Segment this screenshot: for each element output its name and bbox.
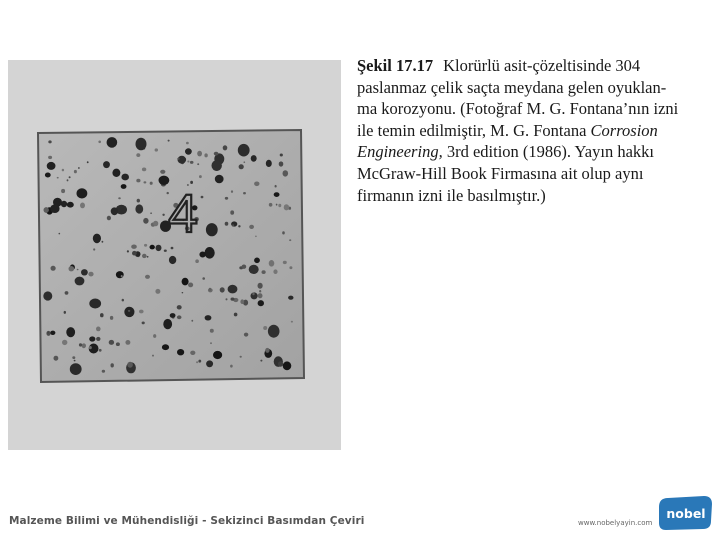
- figure-caption: [357, 55, 687, 206]
- corrosion-pit: [265, 348, 269, 353]
- corrosion-pit: [234, 313, 238, 317]
- figure-label: Şekil 17.17: [357, 56, 434, 75]
- corrosion-pit: [67, 179, 69, 181]
- corrosion-pit: [121, 184, 127, 189]
- corrosion-pit: [177, 305, 182, 309]
- corrosion-pit: [258, 293, 263, 298]
- corrosion-pit: [225, 222, 229, 226]
- corrosion-pit: [45, 173, 51, 178]
- corrosion-pit: [80, 203, 85, 209]
- plate-number: 4: [168, 184, 199, 244]
- corrosion-pit: [249, 225, 254, 229]
- corrosion-pit: [228, 285, 238, 294]
- corrosion-pit: [231, 298, 235, 301]
- corrosion-pit: [206, 360, 213, 367]
- corrosion-pit: [213, 351, 222, 359]
- corrosion-pit: [121, 174, 129, 181]
- corrosion-pit: [150, 182, 153, 185]
- corrosion-pit: [136, 153, 140, 157]
- corrosion-pit: [205, 315, 212, 320]
- corrosion-pit: [259, 290, 261, 293]
- corrosion-pit: [142, 254, 147, 258]
- corrosion-pit: [81, 269, 88, 275]
- corrosion-pit: [231, 221, 237, 226]
- corrosion-pit: [103, 161, 110, 168]
- corrosion-pit: [110, 316, 113, 320]
- corrosion-pit: [131, 245, 137, 249]
- corrosion-pit: [199, 252, 205, 258]
- corrosion-pit: [112, 169, 120, 177]
- caption-line-2: paslanmaz çelik saçta meydana gelen oyuklan-: [357, 77, 667, 97]
- corrosion-pit: [190, 351, 195, 355]
- corrosion-pit: [69, 266, 75, 271]
- corrosion-pit: [156, 245, 162, 251]
- corrosion-pit: [116, 271, 124, 278]
- corrosion-pit: [96, 337, 100, 341]
- caption-line-3: ma korozyonu. (Fotoğraf M. G. Fontana’nın izni: [357, 99, 679, 119]
- corrosion-pit: [150, 212, 152, 214]
- corrosion-pit: [121, 275, 123, 277]
- corrosion-pit: [230, 365, 233, 368]
- corrosion-pit: [269, 260, 275, 267]
- corrosion-pit: [283, 170, 289, 176]
- corrosion-pit: [268, 325, 280, 338]
- corrosion-pit: [240, 299, 244, 304]
- corrosion-pit: [72, 356, 75, 359]
- corrosion-pit: [150, 245, 155, 250]
- corrosion-pit: [220, 287, 225, 292]
- corrosion-pit: [78, 167, 80, 169]
- corrosion-pit: [139, 310, 144, 314]
- corrosion-pit: [88, 272, 93, 277]
- corrosion-pit: [258, 300, 264, 306]
- corrosion-pit: [102, 241, 104, 243]
- corrosion-pit: [61, 189, 65, 193]
- corrosion-pit: [204, 153, 207, 157]
- corrosion-pit: [62, 340, 67, 345]
- corrosion-pit: [195, 259, 199, 263]
- corrosion-pit: [254, 258, 260, 264]
- corrosion-pit: [210, 342, 212, 344]
- caption-line-1: Klorürlü asit-çözeltisinde 304: [443, 56, 641, 75]
- corrosion-pit: [75, 277, 85, 286]
- corrosion-pit: [59, 233, 61, 235]
- corrosion-pit: [50, 204, 59, 213]
- corrosion-pit: [64, 311, 66, 314]
- corrosion-pit: [190, 161, 194, 164]
- corrosion-pit: [162, 344, 169, 350]
- corrosion-pit: [223, 145, 228, 150]
- corrosion-pit: [127, 250, 129, 252]
- corrosion-pit: [67, 202, 74, 208]
- corrosion-pit: [155, 289, 160, 294]
- corrosion-pit: [289, 239, 291, 241]
- corrosion-pit: [244, 333, 248, 337]
- corrosion-pit: [273, 269, 277, 274]
- corrosion-pit: [136, 138, 147, 151]
- corrosion-pit: [186, 142, 189, 145]
- corrosion-pit: [187, 161, 189, 163]
- corrosion-pit: [144, 181, 147, 183]
- corrosion-pit: [168, 140, 170, 142]
- corrosion-pit: [79, 343, 82, 346]
- corrosion-pit: [182, 292, 184, 293]
- corrosion-pit: [239, 164, 244, 169]
- corrosion-pit: [244, 162, 246, 163]
- corrosion-pit: [111, 207, 118, 215]
- publisher-url[interactable]: www.nobelyayin.com: [578, 519, 653, 527]
- corrosion-pit: [251, 155, 257, 162]
- corrosion-pit: [230, 210, 234, 214]
- corrosion-pit: [54, 356, 59, 361]
- caption-line-4b: Corrosion: [590, 120, 658, 140]
- caption-line-4a: ile temin edilmiştir, M. G. Fontana: [357, 120, 591, 140]
- corrosion-pit: [240, 356, 242, 358]
- corrosion-pit: [163, 319, 172, 329]
- corrosion-pit: [263, 326, 267, 330]
- corrosion-pit: [160, 170, 165, 174]
- corrosion-pit: [142, 168, 146, 172]
- corrosion-pit: [274, 192, 280, 197]
- corrosion-pit: [212, 160, 222, 171]
- corrosion-pit: [47, 162, 56, 170]
- corrosion-pit: [242, 265, 247, 269]
- corrosion-pit: [132, 251, 137, 256]
- caption-line-7: firmanın izni ile basılmıştır.): [357, 185, 546, 205]
- corrosion-pit: [62, 169, 64, 172]
- corrosion-pit: [226, 298, 228, 300]
- corrosion-pit: [206, 223, 218, 236]
- corrosion-pit: [249, 265, 259, 274]
- corrosion-pit: [225, 197, 228, 200]
- corrosion-photo-graphic: [8, 60, 341, 450]
- corrosion-pit: [127, 362, 133, 368]
- corrosion-pit: [87, 161, 89, 163]
- caption-line-6: McGraw-Hill Book Firmasına ait olup aynı: [357, 163, 644, 183]
- corrosion-pit: [177, 349, 184, 355]
- corrosion-pit: [77, 188, 88, 198]
- corrosion-pit: [280, 154, 283, 157]
- corrosion-pit: [125, 340, 130, 345]
- book-title: Malzeme Bilimi ve Mühendisliği - Sekizinci Basımdan Çeviri: [9, 515, 365, 527]
- corrosion-pit: [231, 190, 233, 193]
- corrosion-pit: [185, 148, 192, 154]
- corrosion-pit: [278, 361, 283, 366]
- corrosion-pit: [99, 349, 102, 352]
- corrosion-pit: [258, 283, 263, 289]
- corrosion-pit: [260, 360, 262, 362]
- corrosion-pit: [51, 266, 56, 271]
- corrosion-pit: [153, 221, 158, 227]
- corrosion-pit: [43, 291, 52, 300]
- corrosion-pit: [238, 144, 250, 157]
- corrosion-pit: [143, 218, 148, 224]
- corrosion-pit: [252, 293, 254, 296]
- corrosion-pit: [48, 156, 52, 159]
- corrosion-pit: [284, 204, 289, 210]
- corrosion-pit: [266, 160, 272, 167]
- corrosion-pit: [111, 363, 114, 367]
- corrosion-pit: [96, 327, 101, 332]
- corrosion-pit: [198, 360, 201, 363]
- corrosion-pit: [69, 176, 71, 178]
- corrosion-pit: [188, 283, 193, 288]
- corrosion-pit: [254, 182, 259, 187]
- corrosion-pit: [70, 363, 82, 375]
- corrosion-pit: [214, 152, 219, 156]
- corrosion-pit: [98, 141, 101, 144]
- corrosion-pit: [100, 313, 104, 317]
- corrosion-pit: [144, 244, 147, 247]
- corrosion-pit: [269, 203, 273, 207]
- corrosion-photo: [8, 60, 341, 450]
- corrosion-pit: [262, 270, 266, 274]
- corrosion-pit: [169, 256, 176, 264]
- logo-text: nobel: [666, 506, 706, 521]
- corrosion-pit: [109, 340, 114, 345]
- corrosion-pit: [57, 177, 59, 179]
- corrosion-pit: [50, 331, 55, 335]
- corrosion-pit: [145, 275, 150, 279]
- corrosion-pit: [153, 334, 156, 338]
- corrosion-pit: [215, 175, 224, 184]
- corrosion-pit: [210, 329, 214, 333]
- corrosion-pit: [102, 370, 105, 373]
- corrosion-pit: [196, 361, 198, 363]
- corrosion-pit: [116, 342, 120, 346]
- corrosion-pit: [137, 199, 140, 203]
- corrosion-pit: [152, 355, 154, 357]
- corrosion-pit: [288, 296, 293, 300]
- corrosion-pit: [283, 261, 287, 264]
- corrosion-pit: [289, 266, 292, 269]
- nobel-logo: [656, 493, 714, 533]
- corrosion-pit: [177, 315, 182, 319]
- corrosion-pit: [89, 336, 95, 341]
- corrosion-pit: [107, 216, 111, 221]
- corrosion-pit: [65, 291, 69, 295]
- corrosion-pit: [255, 236, 257, 238]
- corrosion-pit: [162, 214, 164, 216]
- corrosion-pit: [74, 360, 76, 362]
- corrosion-pit: [118, 197, 121, 199]
- corrosion-pit: [205, 247, 215, 259]
- corrosion-pit: [89, 346, 92, 349]
- corrosion-pit: [282, 231, 285, 234]
- corrosion-pit: [171, 247, 174, 250]
- corrosion-pit: [82, 343, 86, 348]
- corrosion-pit: [74, 170, 77, 173]
- caption-line-5a: Engineering,: [357, 142, 443, 162]
- corrosion-pit: [279, 161, 284, 166]
- corrosion-pit: [182, 278, 189, 286]
- corrosion-pit: [209, 288, 212, 291]
- corrosion-pit: [107, 137, 118, 148]
- corrosion-pit: [278, 204, 281, 207]
- corrosion-pit: [276, 204, 278, 206]
- corrosion-pit: [238, 225, 240, 227]
- corrosion-pit: [283, 361, 292, 370]
- corrosion-pit: [243, 192, 246, 194]
- corrosion-pit: [201, 196, 204, 199]
- corrosion-pit: [122, 299, 124, 302]
- caption-line-5b: 3rd edition (1986). Yayın hakkı: [442, 142, 654, 162]
- corrosion-pit: [191, 320, 193, 322]
- corrosion-pit: [44, 207, 49, 213]
- corrosion-pit: [89, 299, 101, 309]
- corrosion-pit: [232, 224, 234, 226]
- corrosion-pit: [136, 179, 140, 183]
- corrosion-pit: [164, 250, 167, 252]
- nobel-logo-graphic: [656, 493, 714, 533]
- corrosion-pit: [155, 148, 158, 151]
- corrosion-pit: [177, 158, 179, 160]
- corrosion-pit: [202, 277, 205, 280]
- corrosion-pit: [199, 175, 202, 178]
- corrosion-pit: [197, 163, 199, 165]
- corrosion-pit: [291, 321, 293, 323]
- corrosion-pit: [147, 256, 149, 258]
- corrosion-pit: [93, 248, 95, 250]
- corrosion-pit: [93, 234, 101, 244]
- corrosion-pit: [48, 140, 51, 143]
- steel-plate: [38, 130, 304, 382]
- corrosion-pit: [170, 313, 176, 318]
- corrosion-pit: [135, 204, 143, 213]
- corrosion-pit: [66, 327, 75, 337]
- corrosion-pit: [275, 185, 277, 188]
- corrosion-pit: [47, 332, 49, 334]
- corrosion-pit: [128, 310, 130, 312]
- corrosion-pit: [124, 307, 134, 317]
- corrosion-pit: [197, 151, 202, 157]
- corrosion-pit: [77, 269, 79, 271]
- corrosion-pit: [142, 322, 145, 325]
